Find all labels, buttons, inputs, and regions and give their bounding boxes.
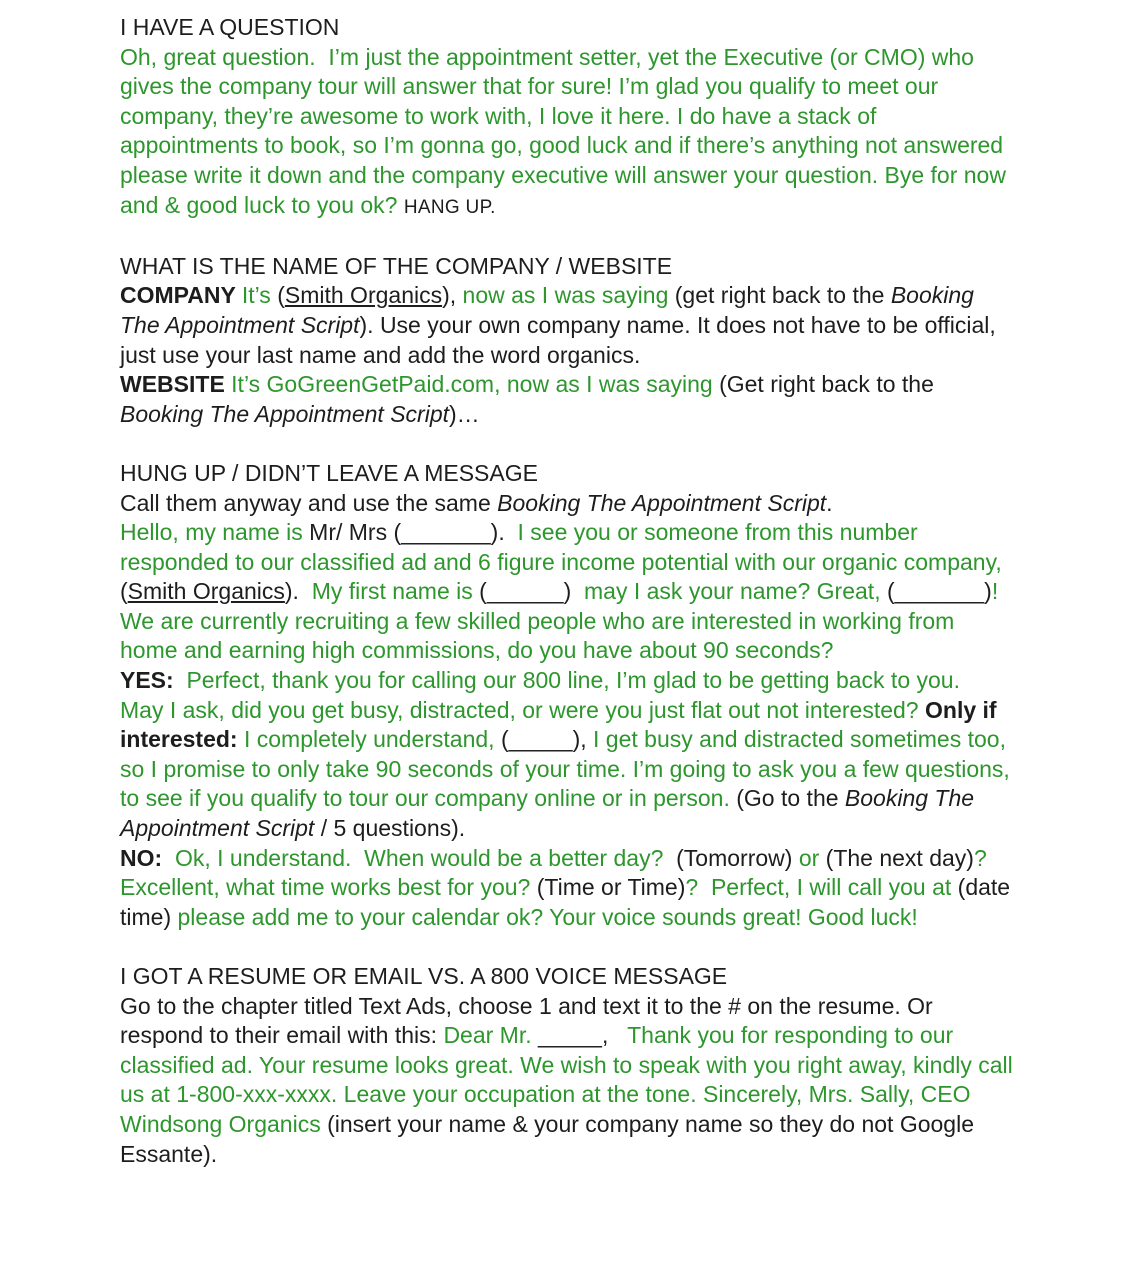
- text-run: (Time or Time): [536, 874, 686, 901]
- text-run: (: [120, 578, 128, 605]
- text-run: (insert your name & your company name so they do not Google Essante).: [120, 1110, 981, 1167]
- script-section: [120, 459, 1017, 933]
- text-run: It’s: [241, 282, 278, 309]
- text-run: Hello, my name is: [120, 519, 310, 546]
- script-section: [120, 13, 1014, 222]
- text-run: Booking The Appointment Script: [120, 282, 981, 338]
- text-run: (date time): [120, 874, 1017, 930]
- text-run: Mr/ Mrs (_______).: [309, 519, 518, 546]
- text-run: It’s GoGreenGetPaid.com, now as I was saying: [231, 371, 720, 398]
- text-run: Only if interested:: [120, 696, 1003, 753]
- text-run: I completely understand,: [243, 726, 501, 753]
- text-run: now as I was saying: [462, 282, 675, 309]
- text-run: .: [826, 489, 833, 516]
- text-run: or: [798, 844, 826, 871]
- paragraph: [120, 281, 1014, 370]
- text-run: (______): [479, 578, 585, 605]
- text-run: ! We are currently recruiting a few skilled people who are interested in working from home and earning high commissions, do you have about 90 seconds?: [120, 578, 1005, 664]
- paragraph: [120, 43, 1014, 223]
- text-run: My first name is: [311, 578, 480, 605]
- paragraph: [120, 992, 1020, 1170]
- text-run: I see you or someone from this number responded to our classified ad and 6 figure income potential with our organic company,: [120, 519, 1009, 575]
- text-run: YES:: [120, 667, 187, 694]
- text-run: ). Use your own company name. It does not have to be official, just use your last name and add the word organics.: [120, 311, 1003, 368]
- text-run: )…: [449, 400, 480, 427]
- text-run: Booking The Appointment Script: [120, 400, 449, 427]
- text-run: ).: [284, 578, 312, 605]
- text-run: Booking The Appointment Script: [120, 785, 980, 842]
- text-run: (: [277, 282, 285, 309]
- text-run: I get busy and distracted sometimes too, so I promise to only take 90 seconds of your time. I’m going to ask you a few questions, to see if you qualify to tour our company online or in person.: [120, 726, 1017, 812]
- paragraph: [120, 370, 1014, 429]
- text-run: Thank you for responding to our classified ad. Your resume looks great. We wish to speak with you right away, kindly call us at 1-800-xxx-xxxx. Leave your occupation at the tone. Sincerely, Mrs. Sally, CEO Windsong Organics: [120, 1022, 1020, 1137]
- text-run: Smith Organics: [127, 578, 285, 605]
- text-run: may I ask your name? Great,: [584, 578, 887, 605]
- section-heading: I GOT A RESUME OR EMAIL VS. A 800 VOICE MESSAGE: [120, 963, 728, 989]
- text-run: (Tomorrow): [676, 844, 799, 871]
- text-run: ? Excellent, what time works best for you?: [120, 844, 994, 901]
- text-run: please add me to your calendar ok? Your voice sounds great! Good luck!: [177, 903, 918, 930]
- text-run: Perfect, thank you for calling our 800 line, I’m glad to be getting back to you. May I ask, did you get busy, distracted, or were you just flat out not interested?: [120, 667, 973, 723]
- script-section: [120, 962, 1020, 1169]
- text-run: COMPANY: [120, 282, 242, 309]
- text-run: (The next day): [825, 844, 974, 871]
- text-run: ),: [442, 282, 463, 309]
- text-run: Dear Mr.: [443, 1022, 539, 1049]
- text-run: NO:: [120, 844, 175, 871]
- section-heading: HUNG UP / DIDN’T LEAVE A MESSAGE: [120, 459, 538, 486]
- script-section: [120, 252, 1014, 430]
- text-run: Smith Organics: [284, 282, 443, 309]
- section-heading: WHAT IS THE NAME OF THE COMPANY / WEBSITE: [120, 252, 673, 279]
- text-run: Oh, great question. I’m just the appointment setter, yet the Executive (or CMO) who gives the company tour will answer that for sure! I’m glad you qualify to meet our company, they’re awesome to work with, I love it here. I do have a stack of appointments to book, so I’m gonna go, good luck and if there’s anything not answered please write it down and the company executive will answer your question. Bye for now and & good luck to you ok?: [120, 43, 1013, 218]
- text-run: (Get right back to the: [719, 371, 941, 398]
- text-run: (_____),: [500, 726, 587, 753]
- text-run: WEBSITE: [120, 371, 232, 398]
- text-run: Ok, I understand. When would be a better day?: [174, 844, 677, 871]
- text-run: Call them anyway and use the same: [120, 489, 498, 516]
- text-run: (get right back to the: [674, 282, 891, 309]
- text-run: ? Perfect, I will call you at: [685, 874, 958, 901]
- text-run: Booking The Appointment Script: [497, 489, 827, 516]
- paragraph: [120, 844, 1017, 933]
- text-run: (Go to the: [736, 785, 845, 812]
- paragraph: [120, 489, 1014, 519]
- text-run: / 5 questions).: [314, 815, 466, 842]
- section-heading: I HAVE A QUESTION: [120, 14, 340, 40]
- paragraph: [120, 666, 1017, 844]
- text-run: (_______): [886, 578, 992, 605]
- text-run: HANG UP.: [403, 196, 496, 218]
- text-run: _____,: [538, 1022, 628, 1049]
- text-run: Go to the chapter titled Text Ads, choose 1 and text it to the # on the resume. Or respond to their email with this:: [120, 992, 940, 1049]
- paragraph: [120, 518, 1014, 666]
